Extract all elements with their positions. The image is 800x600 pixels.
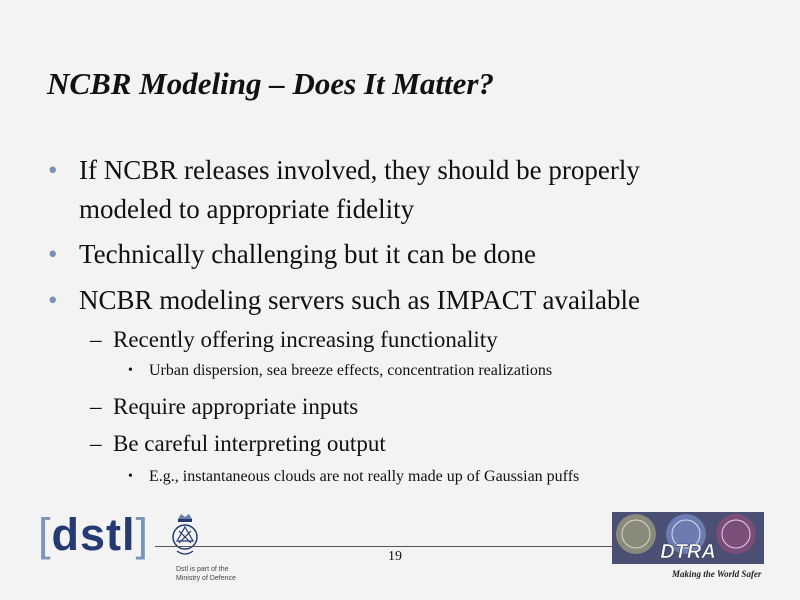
sub-sub-bullet-text: Urban dispersion, sea breeze effects, concentration realizations bbox=[149, 362, 553, 379]
dash-mark: – bbox=[90, 394, 102, 419]
sub-bullet-text: Require appropriate inputs bbox=[113, 394, 359, 419]
bullet-text: If NCBR releases involved, they should be properly bbox=[79, 155, 640, 185]
bullet-text: Technically challenging but it can be done bbox=[79, 239, 536, 269]
dtra-text: DTRA bbox=[660, 541, 716, 563]
mod-text: Dstl is part of the Ministry of Defence bbox=[176, 566, 236, 582]
bullet-mark: • bbox=[128, 363, 133, 378]
dash-mark: – bbox=[90, 431, 102, 456]
sub-sub-bullet-text: E.g., instantaneous clouds are not really made up of Gaussian puffs bbox=[149, 468, 580, 485]
dash-mark: – bbox=[90, 327, 102, 352]
footer-divider bbox=[155, 546, 675, 547]
bullet-text: NCBR modeling servers such as IMPACT available bbox=[79, 285, 640, 315]
tagline: Making the World Safer bbox=[672, 569, 762, 579]
dstl-logo: [dstl] bbox=[38, 509, 150, 560]
crest-icon bbox=[168, 513, 202, 561]
slide-title: NCBR Modeling – Does It Matter? bbox=[47, 66, 494, 101]
bullet-mark: • bbox=[48, 239, 58, 269]
bullet-text: modeled to appropriate fidelity bbox=[79, 194, 415, 224]
page-number: 19 bbox=[388, 549, 402, 564]
dtra-logo bbox=[612, 512, 764, 572]
sub-bullet-text: Recently offering increasing functionality bbox=[113, 327, 498, 352]
bullet-mark: • bbox=[48, 285, 58, 315]
bullet-mark: • bbox=[128, 469, 133, 484]
sub-bullet-text: Be careful interpreting output bbox=[113, 431, 386, 456]
bullet-mark: • bbox=[48, 155, 58, 185]
